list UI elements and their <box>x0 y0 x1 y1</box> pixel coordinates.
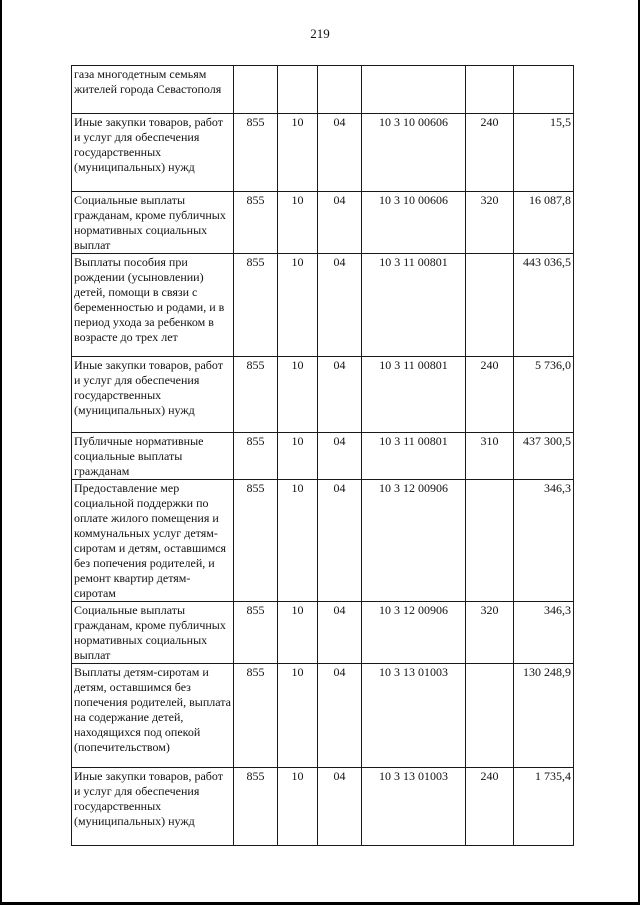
table-row <box>72 192 574 254</box>
section-code: 10 <box>278 602 318 664</box>
target-code <box>362 66 466 114</box>
table-row <box>72 768 574 846</box>
section-code: 10 <box>278 254 318 357</box>
amount: 437 300,5 <box>514 433 574 480</box>
expense-type-code: 310 <box>466 433 514 480</box>
subsection-code: 04 <box>318 768 362 846</box>
section-code: 10 <box>278 664 318 768</box>
section-code: 10 <box>278 433 318 480</box>
target-code: 10 3 12 00906 <box>362 602 466 664</box>
budget-table <box>71 65 574 846</box>
expense-type-code: 320 <box>466 192 514 254</box>
subsection-code: 04 <box>318 433 362 480</box>
table-row <box>72 357 574 433</box>
table-row <box>72 254 574 357</box>
section-code <box>278 66 318 114</box>
subsection-code: 04 <box>318 357 362 433</box>
section-code: 10 <box>278 480 318 602</box>
target-code: 10 3 12 00906 <box>362 480 466 602</box>
amount: 1 735,4 <box>514 768 574 846</box>
target-code: 10 3 11 00801 <box>362 357 466 433</box>
expense-type-code <box>466 664 514 768</box>
ministry-code: 855 <box>234 192 278 254</box>
amount: 5 736,0 <box>514 357 574 433</box>
expense-type-code <box>466 254 514 357</box>
expense-type-code: 240 <box>466 768 514 846</box>
table-row <box>72 114 574 192</box>
target-code: 10 3 13 01003 <box>362 664 466 768</box>
ministry-code: 855 <box>234 254 278 357</box>
ministry-code <box>234 66 278 114</box>
table-row <box>72 66 574 114</box>
table-row <box>72 602 574 664</box>
target-code: 10 3 11 00801 <box>362 254 466 357</box>
expense-name: Социальные выплаты гражданам, кроме публичных нормативных социальных выплат <box>72 192 234 254</box>
amount: 443 036,5 <box>514 254 574 357</box>
expense-name: газа многодетным семьям жителей города Севастополя <box>72 66 234 114</box>
amount: 346,3 <box>514 602 574 664</box>
expense-type-code: 240 <box>466 357 514 433</box>
expense-name: Выплаты детям-сиротам и детям, оставшимся без попечения родителей, выплата на содержание детей, находящихся под опекой (попечительством) <box>72 664 234 768</box>
subsection-code: 04 <box>318 664 362 768</box>
expense-name: Иные закупки товаров, работ и услуг для обеспечения государственных (муниципальных) нужд <box>72 768 234 846</box>
expense-type-code: 240 <box>466 114 514 192</box>
subsection-code: 04 <box>318 192 362 254</box>
expense-name: Иные закупки товаров, работ и услуг для обеспечения государственных (муниципальных) нужд <box>72 114 234 192</box>
section-code: 10 <box>278 114 318 192</box>
ministry-code: 855 <box>234 602 278 664</box>
amount: 130 248,9 <box>514 664 574 768</box>
subsection-code: 04 <box>318 114 362 192</box>
expense-name: Предоставление мер социальной поддержки по оплате жилого помещения и коммунальных услуг детям-сиротам и детям, оставшимся без попечения родителей, и ремонт квартир детям-сиротам <box>72 480 234 602</box>
scan-border-left <box>0 0 2 905</box>
ministry-code: 855 <box>234 433 278 480</box>
table-row <box>72 433 574 480</box>
expense-name: Иные закупки товаров, работ и услуг для обеспечения государственных (муниципальных) нужд <box>72 357 234 433</box>
expense-name: Публичные нормативные социальные выплаты гражданам <box>72 433 234 480</box>
amount <box>514 66 574 114</box>
ministry-code: 855 <box>234 768 278 846</box>
subsection-code: 04 <box>318 254 362 357</box>
expense-type-code <box>466 66 514 114</box>
section-code: 10 <box>278 768 318 846</box>
subsection-code: 04 <box>318 480 362 602</box>
subsection-code <box>318 66 362 114</box>
expense-type-code: 320 <box>466 602 514 664</box>
page-number: 219 <box>310 26 330 41</box>
amount: 346,3 <box>514 480 574 602</box>
section-code: 10 <box>278 192 318 254</box>
expense-name: Выплаты пособия при рождении (усыновлении) детей, помощи в связи с беременностью и родами, и в период ухода за ребенком в возрасте до трех лет <box>72 254 234 357</box>
section-code: 10 <box>278 357 318 433</box>
expense-type-code <box>466 480 514 602</box>
table-row <box>72 664 574 768</box>
ministry-code: 855 <box>234 357 278 433</box>
table-row <box>72 480 574 602</box>
ministry-code: 855 <box>234 480 278 602</box>
amount: 15,5 <box>514 114 574 192</box>
subsection-code: 04 <box>318 602 362 664</box>
target-code: 10 3 10 00606 <box>362 192 466 254</box>
ministry-code: 855 <box>234 114 278 192</box>
expense-name: Социальные выплаты гражданам, кроме публичных нормативных социальных выплат <box>72 602 234 664</box>
target-code: 10 3 10 00606 <box>362 114 466 192</box>
amount: 16 087,8 <box>514 192 574 254</box>
target-code: 10 3 13 01003 <box>362 768 466 846</box>
target-code: 10 3 11 00801 <box>362 433 466 480</box>
ministry-code: 855 <box>234 664 278 768</box>
